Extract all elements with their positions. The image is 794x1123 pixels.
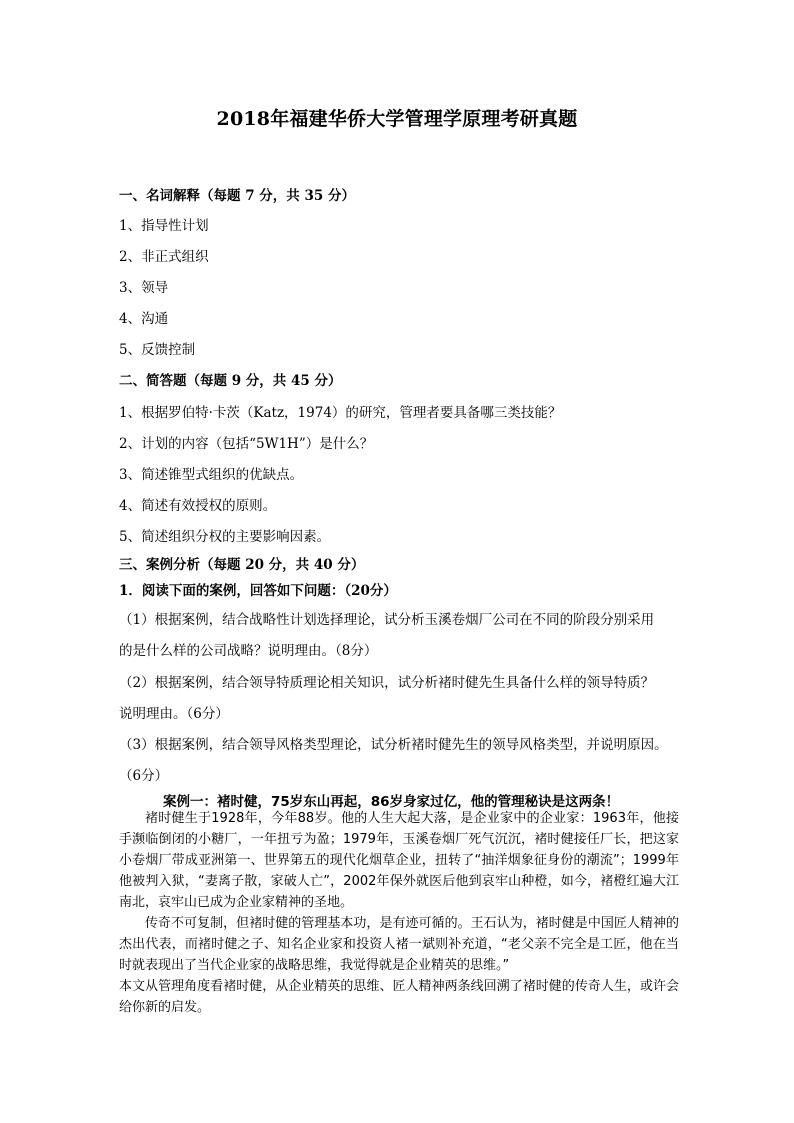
case-title: 案例一：褚时健，75岁东山再起，86岁身家过亿，他的管理秘诀是这两条！: [163, 794, 620, 810]
case-question-line: （1）根据案例，结合战略性计划选择理论，试分析玉溪卷烟厂公司在不同的阶段分别采用: [119, 612, 655, 628]
question-item: 2、计划的内容（包括“5W1H”）是什么？: [119, 436, 374, 452]
case-question-line: （6分）: [119, 768, 169, 784]
case-question-line: 的是什么样的公司战略？说明理由。（8分）: [119, 643, 378, 659]
section-3-heading: 三、案例分析（每题 20 分，共 40 分）: [119, 557, 365, 573]
term-item: 5、反馈控制: [119, 342, 196, 358]
term-item: 1、指导性计划: [119, 218, 209, 234]
term-item: 4、沟通: [119, 311, 169, 327]
case-body: [119, 808, 679, 1018]
case-question-intro: 1．阅读下面的案例，回答如下问题：（20分）: [119, 583, 397, 599]
case-question-line: （2）根据案例，结合领导特质理论相关知识，试分析褚时健先生具备什么样的领导特质？: [119, 675, 655, 691]
question-item: 5、简述组织分权的主要影响因素。: [119, 529, 331, 545]
case-question-line: 说明理由。（6分）: [119, 706, 229, 722]
document-title: 2018年福建华侨大学管理学原理考研真题: [216, 108, 578, 130]
question-item: 1、根据罗伯特·卡茨（Katz，1974）的研究，管理者要具备哪三类技能？: [119, 405, 562, 421]
question-item: 4、简述有效授权的原则。: [119, 498, 277, 514]
case-question-line: （3）根据案例，结合领导风格类型理论，试分析褚时健先生的领导风格类型，并说明原因。: [119, 737, 668, 753]
case-paragraph: 传奇不可复制，但褚时健的管理基本功，是有迹可循的。王石认为，褚时健是中国匠人精神的杰出代表，而褚时健之子、知名企业家和投资人褚一斌则补充道，“老父亲不完全是工匠，他在当时就表现出了当代企业家的战略思维，我觉得就是企业精英的思维。”: [119, 916, 679, 973]
case-paragraph: 褚时健生于1928年，今年88岁。他的人生大起大落，是企业家中的企业家：1963年，他接手濒临倒闭的小糖厂，一年扭亏为盈；1979年，玉溪卷烟厂死气沉沉，褚时健接任厂长，把这家小卷烟厂带成亚洲第一、世界第五的现代化烟草企业，扭转了“抽洋烟象征身份的潮流”；1999年他被判入狱，“妻离子散，家破人亡”，2002年保外就医后他到哀牢山种橙，如今，褚橙红遍大江南北，哀牢山已成为企业家精神的圣地。: [119, 811, 679, 910]
question-item: 3、简述锥型式组织的优缺点。: [119, 467, 304, 483]
case-paragraph: 本文从管理角度看褚时健，从企业精英的思维、匠人精神两条线回溯了褚时健的传奇人生，或许会给你新的启发。: [119, 979, 679, 1015]
term-item: 3、领导: [119, 280, 169, 296]
section-2-heading: 二、简答题（每题 9 分，共 45 分）: [119, 373, 342, 389]
section-1-heading: 一、名词解释（每题 7 分，共 35 分）: [119, 188, 355, 204]
term-item: 2、非正式组织: [119, 249, 209, 265]
